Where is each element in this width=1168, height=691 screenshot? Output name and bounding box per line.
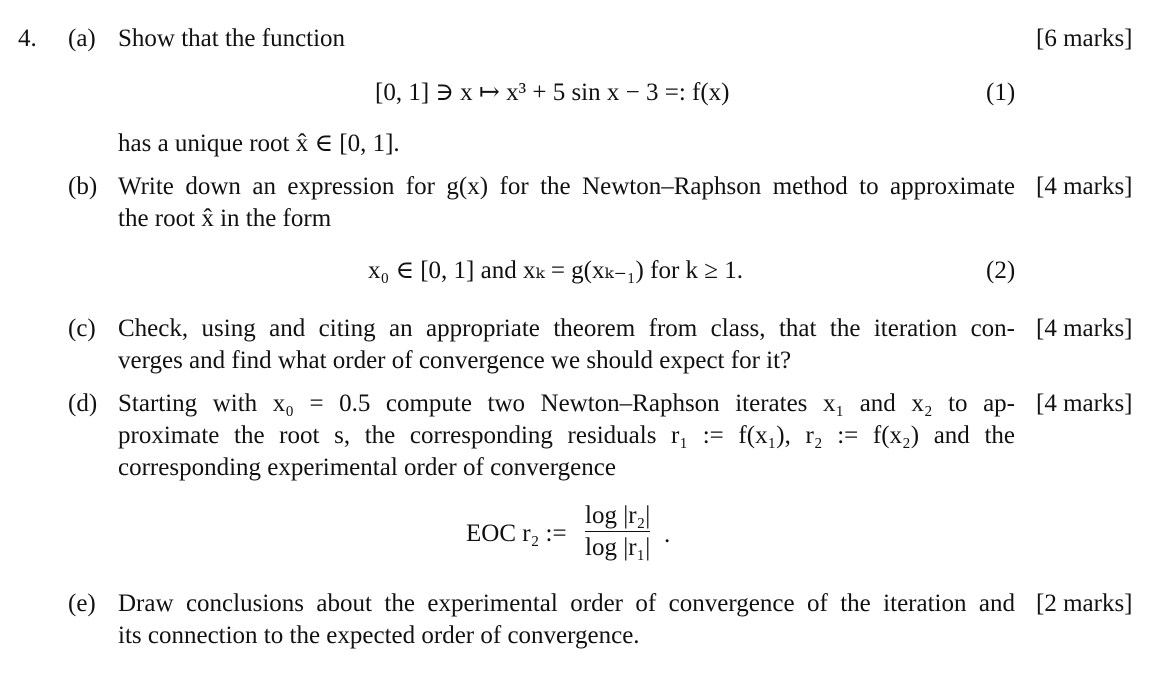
equation-2	[368, 258, 743, 283]
equation-1-tag: (1)	[986, 79, 1016, 106]
part-a-line-1: Show that the function	[118, 25, 346, 52]
part-e-label: (e)	[68, 590, 96, 617]
part-a-line-2: has a unique root x̂ ∈ [0, 1].	[118, 130, 400, 157]
eoc-lhs: EOC r₂ :=	[466, 520, 567, 547]
eoc-denominator: log |r₁|	[585, 534, 651, 561]
part-c-line-2: verges and find what order of convergence we should expect for it?	[118, 347, 792, 374]
part-b-label: (b)	[68, 173, 98, 200]
part-e-line-2: its connection to the expected order of convergence.	[118, 622, 640, 649]
part-a-marks: [6 marks]	[1036, 25, 1133, 52]
equation-2-text: x₀ ∈ [0, 1] and xₖ = g(xₖ₋₁) for k ≥ 1.	[368, 257, 743, 284]
part-c-line-1: Check, using and citing an appropriate theorem from class, that the iteration con-	[118, 315, 1015, 342]
question-number: 4.	[18, 25, 37, 52]
part-d-line-2: proximate the root s, the corresponding residuals r₁ := f(x₁), r₂ := f(x₂) and the	[118, 422, 1015, 449]
part-b-line-2: the root x̂ in the form	[118, 205, 332, 232]
fraction-bar	[585, 531, 650, 532]
part-a-label: (a)	[68, 25, 96, 52]
eoc-fraction	[585, 503, 650, 560]
part-d-marks: [4 marks]	[1036, 390, 1133, 417]
eoc-period: .	[664, 521, 671, 548]
part-d-label: (d)	[68, 390, 98, 417]
part-b-marks: [4 marks]	[1036, 173, 1133, 200]
part-d-line-1: Starting with x₀ = 0.5 compute two Newton–Raphson iterates x₁ and x₂ to ap-	[118, 390, 1015, 417]
part-c-marks: [4 marks]	[1036, 315, 1133, 342]
equation-2-tag: (2)	[986, 257, 1016, 284]
eoc-numerator: log |r₂|	[585, 502, 651, 529]
part-d-line-3: corresponding experimental order of convergence	[118, 454, 616, 481]
equation-1-text: [0, 1] ∋ x ↦ x³ + 5 sin x − 3 =: f(x)	[375, 79, 730, 106]
equation-1	[375, 80, 730, 105]
part-e-line-1: Draw conclusions about the experimental order of convergence of the iteration and	[118, 590, 1015, 617]
part-e-marks: [2 marks]	[1036, 590, 1133, 617]
part-c-label: (c)	[68, 315, 96, 342]
part-b-line-1: Write down an expression for g(x) for the Newton–Raphson method to approximate	[118, 173, 1015, 200]
